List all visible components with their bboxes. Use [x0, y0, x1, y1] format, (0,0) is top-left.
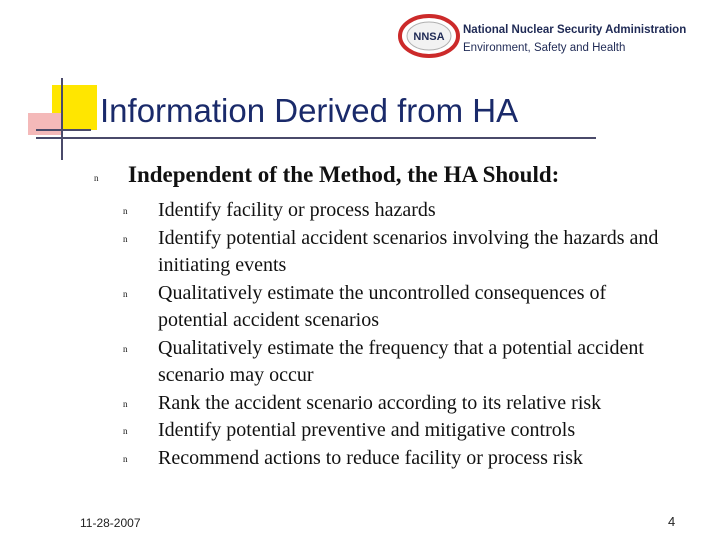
list-item [123, 390, 678, 418]
list-item [123, 225, 678, 280]
bullet-icon: n [123, 426, 128, 436]
list-item-text: Recommend actions to reduce facility or process risk [158, 446, 583, 469]
list-item-text: Rank the accident scenario according to its relative risk [158, 391, 602, 414]
bullet-icon: n [123, 453, 128, 464]
department-name: Environment, Safety and Health [463, 42, 626, 54]
decor-red-square [28, 113, 62, 135]
list-item-text: Identify facility or process hazards [158, 199, 436, 221]
slide-title: Information Derived from HA [100, 92, 519, 129]
list-item [123, 197, 678, 225]
list-item-text: Qualitatively estimate the uncontrolled consequences of potential accident scenarios [158, 281, 607, 331]
decor-vertical-line [61, 78, 63, 160]
list-item-text: Identify potential preventive and mitigative controls [158, 419, 576, 441]
list-item-text: Identify potential accident scenarios involving the hazards and initiating events [158, 226, 659, 276]
logo-text: NNSA [413, 31, 445, 43]
bullet-icon: n [123, 233, 128, 244]
bullet-icon: n [94, 173, 99, 183]
nnsa-logo [398, 14, 460, 58]
bullet-icon: n [123, 398, 128, 409]
page-number: 4 [668, 514, 676, 529]
bullet-icon: n [123, 343, 128, 354]
list-item-text: Qualitatively estimate the frequency that a potential accident scenario may occur [158, 336, 644, 386]
bullet-icon: n [123, 288, 128, 299]
list-item [123, 335, 678, 390]
bullet-icon: n [123, 206, 128, 216]
decor-short-line [36, 129, 91, 131]
title-underline [36, 137, 596, 139]
main-bullet: Independent of the Method, the HA Should: [128, 162, 560, 187]
list-item [123, 280, 678, 335]
footer-date: 11-28-2007 [80, 516, 141, 530]
list-item [123, 417, 678, 445]
sub-bullet-list [123, 197, 678, 472]
list-item [123, 445, 678, 473]
org-name: National Nuclear Security Administration [463, 24, 687, 36]
